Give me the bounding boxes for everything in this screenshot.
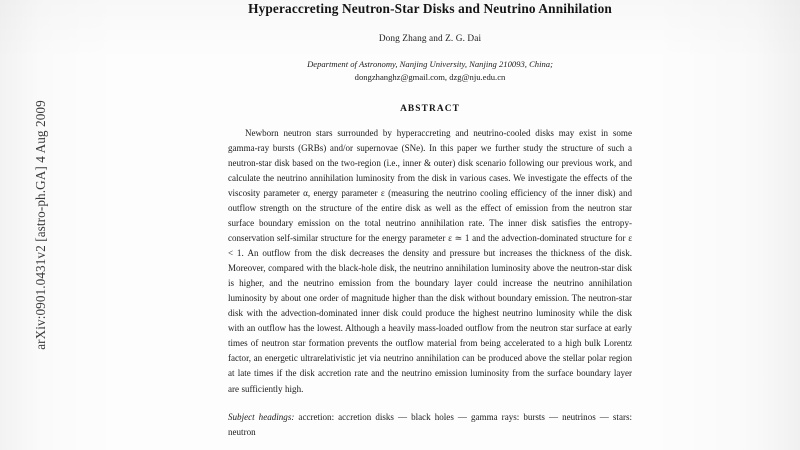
arxiv-identifier-stamp <box>26 0 56 450</box>
subject-headings-terms: accretion: accretion disks — black holes — gamma rays: bursts — neutrinos — stars: neutron <box>228 411 633 437</box>
subject-headings-label: Subject headings: <box>228 411 295 422</box>
abstract-heading: ABSTRACT <box>400 104 460 115</box>
page-title: Hyperaccreting Neutron-Star Disks and Neutrino Annihilation <box>248 1 612 16</box>
arxiv-identifier-text: arXiv:0901.0431v2 [astro-ph.GA] 4 Aug 2009 <box>33 100 48 350</box>
author-list: Dong Zhang and Z. G. Dai <box>378 33 482 44</box>
affiliation-block <box>228 44 632 85</box>
subject-headings <box>228 397 632 440</box>
affiliation-text: Department of Astronomy, Nanjing University, Nanjing 210093, China; <box>307 58 553 69</box>
paper-content-column <box>228 0 632 440</box>
abstract-body: Newborn neutron stars surrounded by hyperaccreting and neutrino-cooled disks may exist in some gamma-ray bursts (GRBs) and/or supernovae (SNe). In this paper we further study the structure of such a neutron-star disk based on the two-region (i.e., inner & outer) disk scenario following our previous work, and calculate the neutrino annihilation luminosity from the disk in various cases. We investigate the effects of the viscosity parameter α, energy parameter ε (measuring the neutrino cooling efficiency of the inner disk) and outflow strength on the structure of the entire disk as well as the effect of emission from the neutron star surface boundary emission on the total neutrino annihilation rate. The inner disk satisfies the entropy-conservation self-similar structure for the energy parameter ε ≃ 1 and the advection-dominated structure for ε < 1. An outflow from the disk decreases the density and pressure but increases the thickness of the disk. Moreover, compared with the black-hole disk, the neutrino annihilation luminosity above the neutron-star disk is higher, and the neutrino emission from the boundary layer could increase the neutrino annihilation luminosity by about one order of magnitude higher than the disk without boundary emission. The neutron-star disk with the advection-dominated inner disk could produce the highest neutrino luminosity while the disk with an outflow has the lowest. Although a heavily mass-loaded outflow from the neutron star surface at early times of neutron star formation prevents the outflow material from being accelerated to a high bulk Lorentz factor, an energetic ultrarelativistic jet via neutrino annihilation can be produced above the stellar polar region at late times if the disk accretion rate and the neutrino emission luminosity from the surface boundary layer are sufficiently high. <box>228 128 632 394</box>
author-emails: dongzhanghz@gmail.com, dzg@nju.edu.cn <box>354 71 506 82</box>
